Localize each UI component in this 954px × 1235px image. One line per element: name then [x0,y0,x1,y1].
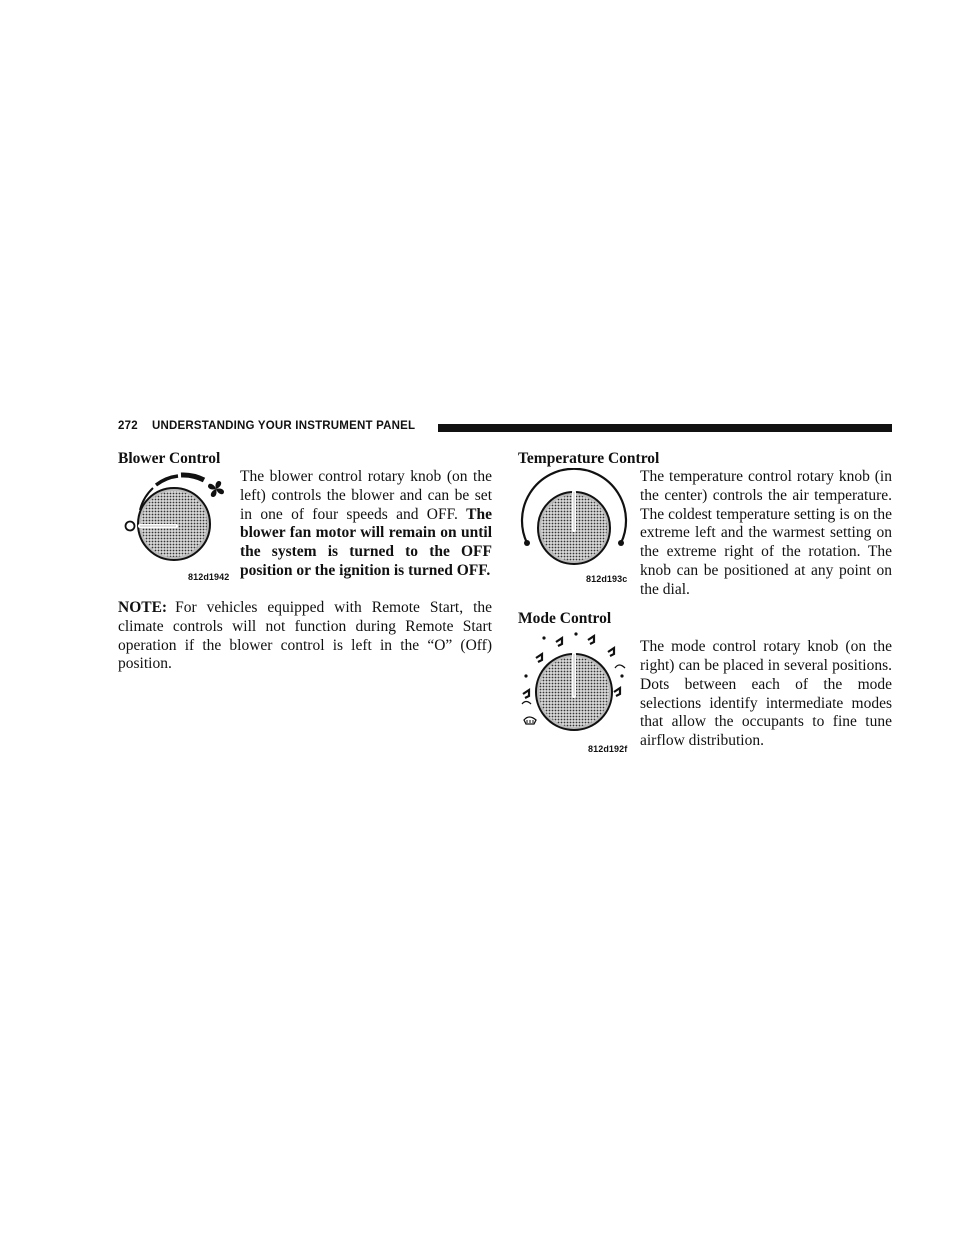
mode-knob-icon [518,628,630,758]
section-title: UNDERSTANDING YOUR INSTRUMENT PANEL [152,420,416,432]
mode-heading: Mode Control [518,610,612,628]
page-header [118,418,892,436]
temperature-heading: Temperature Control [518,450,660,467]
temperature-description: The temperature control rotary knob (in the center) controls the air temperature. The coldest temperature setting is on the extreme left and the warmest setting on the extreme right of the rotation. The knob can be positioned at any point on the dial. [640,468,892,598]
note-label: NOTE: [118,599,168,616]
blower-knob-icon [118,468,230,586]
mode-description: The mode control rotary knob (on the right) can be placed in several positions. Dots between each of the mode selections identify intermediate modes that allow the occupants to fine tune airflow distribution. [640,638,892,749]
right-column [518,449,892,758]
left-column [118,449,492,674]
blower-figure-code: 812d1942 [188,572,230,582]
temperature-knob-icon [518,468,630,586]
mode-knob-figure [518,628,630,758]
mode-figure-code: 812d192f [588,744,628,755]
blower-text-bold: The blower fan motor will remain on until the system is turned to the OFF position or the ignition is turned OFF. [240,505,492,579]
blower-knob-figure [118,468,230,586]
temperature-figure-code: 812d193c [586,574,628,584]
page-number: 272 [118,420,138,432]
blower-text-plain: The blower control rotary knob (on the left) controls the blower and can be set in one of four speeds and OFF. [240,468,492,523]
temperature-knob-figure [518,468,630,586]
note-text: For vehicles equipped with Remote Start, the climate controls will not function during Remote Start operation if the blower control is left in the “O” (Off) position. [118,599,492,673]
header-rule [438,424,892,432]
note-paragraph [118,599,492,674]
blower-heading: Blower Control [118,450,221,467]
